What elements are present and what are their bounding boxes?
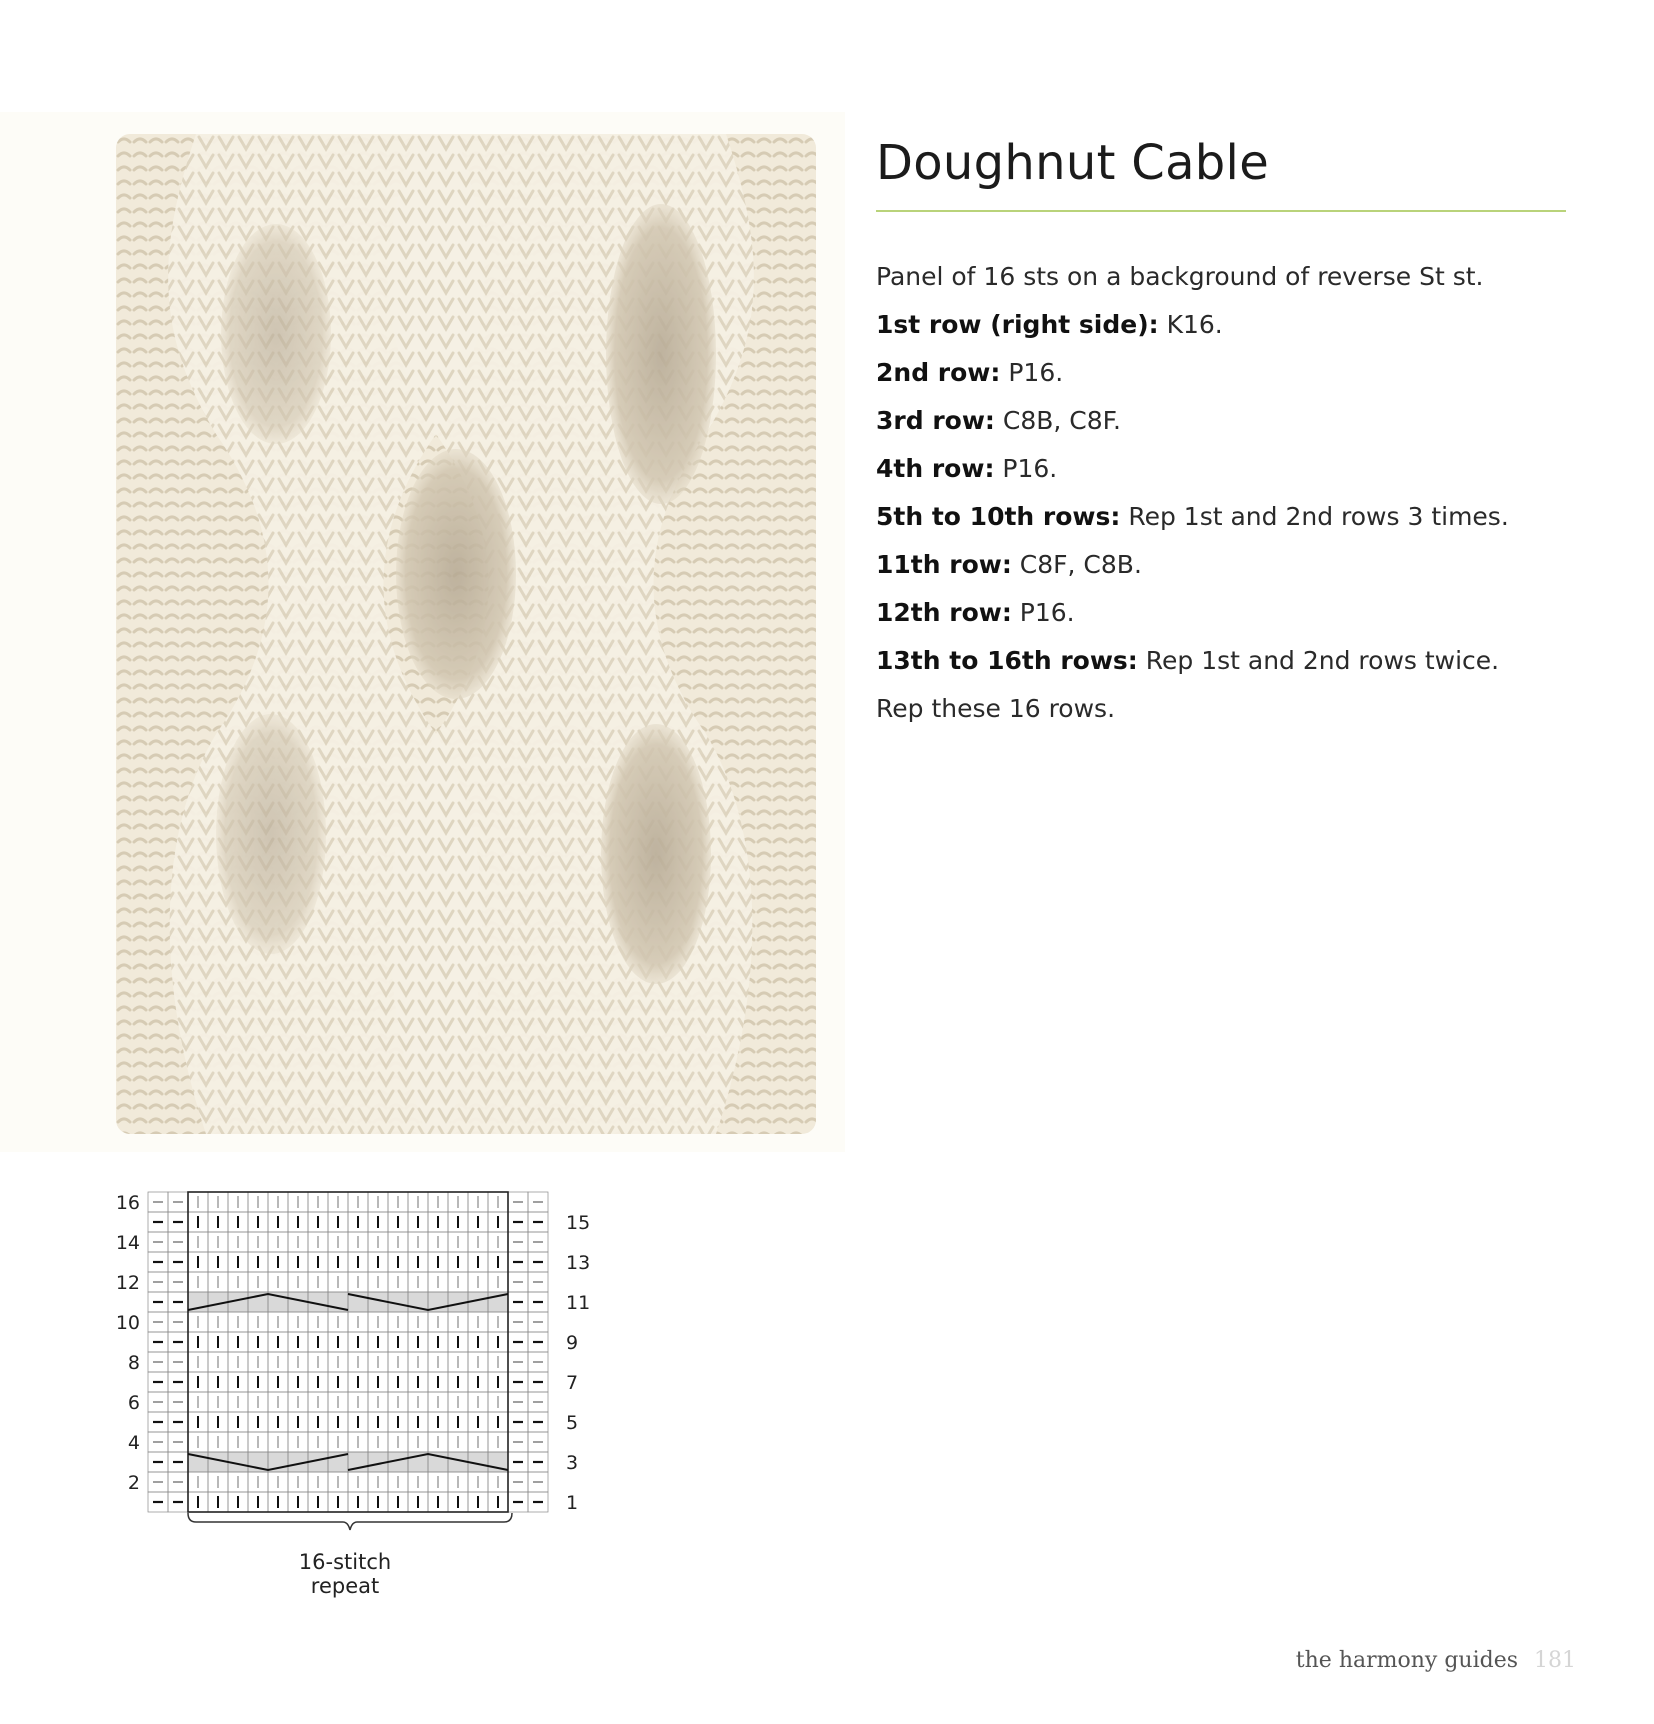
row-number-left: 8: [127, 1352, 140, 1374]
row-number-left: 14: [115, 1232, 140, 1254]
instruction-label: 12th row:: [876, 598, 1012, 627]
book-series-name: the harmony guides: [1295, 1648, 1518, 1673]
instruction-text: C8F, C8B.: [1011, 550, 1142, 579]
instruction-text: Rep these 16 rows.: [876, 694, 1116, 723]
instruction-label: 13th to 16th rows:: [876, 646, 1138, 675]
instruction-line: [876, 349, 1576, 397]
instruction-line: [876, 301, 1576, 349]
row-number-right: 13: [566, 1252, 591, 1274]
row-number-left: 12: [115, 1272, 140, 1294]
pattern-instructions: [876, 253, 1576, 733]
instruction-label: 2nd row:: [876, 358, 1001, 387]
instruction-line: [876, 637, 1576, 685]
instruction-text: Panel of 16 sts on a background of reverse St st.: [876, 262, 1484, 291]
instruction-line: [876, 445, 1576, 493]
instruction-text: K16.: [1158, 310, 1223, 339]
instruction-text: Rep 1st and 2nd rows twice.: [1137, 646, 1500, 675]
instruction-text: Rep 1st and 2nd rows 3 times.: [1120, 502, 1509, 531]
row-number-left: 10: [115, 1312, 140, 1334]
row-number-right: 3: [566, 1452, 579, 1474]
instruction-text: P16.: [1011, 598, 1075, 627]
page-footer: [1296, 1648, 1576, 1673]
instruction-text: P16.: [994, 454, 1058, 483]
row-number-left: 4: [127, 1432, 140, 1454]
row-number-right: 9: [566, 1332, 579, 1354]
instruction-label: 4th row:: [876, 454, 995, 483]
instruction-label: 11th row:: [876, 550, 1012, 579]
instruction-label: 3rd row:: [876, 406, 995, 435]
instruction-line: [876, 493, 1576, 541]
row-number-right: 11: [566, 1292, 591, 1314]
chart-caption: 16-stitch repeat: [298, 1550, 392, 1598]
row-number-left: 6: [127, 1392, 140, 1414]
instruction-line: [876, 541, 1576, 589]
row-number-left: 2: [127, 1472, 140, 1494]
knitted-swatch-image: [116, 134, 816, 1134]
row-number-right: 5: [566, 1412, 579, 1434]
instruction-text: P16.: [1000, 358, 1064, 387]
repeat-bracket: [188, 1513, 512, 1530]
page-title: Doughnut Cable: [876, 135, 1270, 191]
row-number-left: 16: [115, 1192, 140, 1214]
row-number-right: 1: [566, 1492, 579, 1514]
instruction-text: C8B, C8F.: [994, 406, 1121, 435]
instruction-line: [876, 397, 1576, 445]
row-number-right: 7: [566, 1372, 579, 1394]
page-number: 181: [1534, 1648, 1576, 1673]
instruction-label: 5th to 10th rows:: [876, 502, 1121, 531]
instruction-line: [876, 589, 1576, 637]
chart-grid: [148, 1192, 548, 1512]
row-number-right: 15: [566, 1212, 591, 1234]
instruction-line: [876, 685, 1576, 733]
knitting-chart: [100, 1182, 600, 1542]
knitted-swatch-photo: [116, 134, 816, 1134]
title-divider: [876, 210, 1566, 212]
instruction-line: [876, 253, 1576, 301]
instruction-label: 1st row (right side):: [876, 310, 1159, 339]
